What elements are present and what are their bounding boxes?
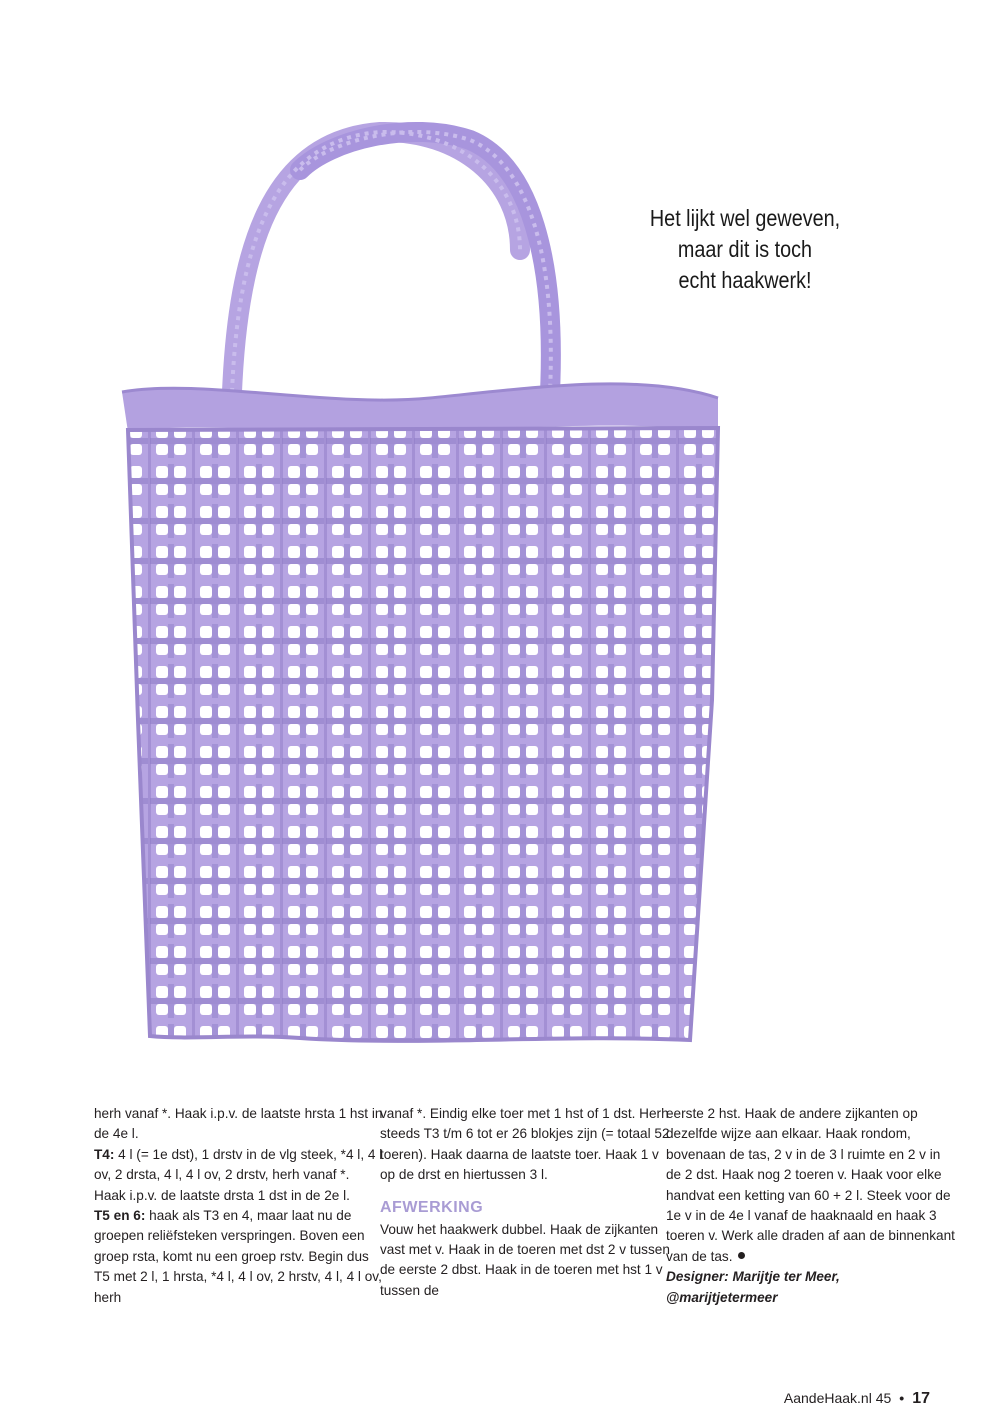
paragraph [94, 1145, 384, 1206]
bag-body [128, 428, 718, 1041]
bag-handle-left [232, 132, 520, 392]
paragraph: Vouw het haakwerk dubbel. Haak de zijkanten vast met v. Haak in de toeren met dst 2 v tussen de eerste 2 dbst. Haak in de toeren met hst 1 v tussen de [380, 1221, 670, 1298]
row-instruction: haak als T3 en 4, maar laat nu de groepen reliëfsteken verspringen. Boven een groep rsta, komt nu een groep rstv. Begin dus T5 met 2 l, 1 hrsta, *4 l, 4 l ov, 2 hrstv, 4 l, 4 l ov, herh [94, 1208, 382, 1305]
page-number: 17 [912, 1390, 930, 1407]
paragraph: vanaf *. Eindig elke toer met 1 hst of 1 dst. Herh steeds T3 t/m 6 tot er 26 blokjes zijn (= totaal 52 toeren). Haak daarna de laatste toer. Haak 1 v op de drst en hiertussen 3 l. [380, 1106, 670, 1183]
paragraph: herh vanaf *. Haak i.p.v. de laatste hrsta 1 hst in de 4e l. [94, 1106, 383, 1142]
footer-separator: • [899, 1390, 905, 1406]
caption-line-2: maar dit is toch [677, 236, 813, 262]
paragraph [666, 1104, 956, 1267]
designer-credit: Designer: Marijtje ter Meer, [666, 1269, 840, 1285]
bag-top-band [122, 384, 718, 433]
row-label: T4: [94, 1146, 115, 1162]
page-footer [784, 1388, 930, 1409]
text-column-3 [666, 1104, 956, 1308]
paragraph [94, 1206, 384, 1308]
magazine-name: AandeHaak.nl 45 [783, 1390, 892, 1406]
designer-handle: @marijtjetermeer [666, 1289, 778, 1305]
row-label: T5 en 6: [94, 1208, 146, 1224]
text-column-2 [380, 1104, 670, 1301]
section-heading: AFWERKING [380, 1198, 484, 1216]
row-instruction: 4 l (= 1e dst), 1 drstv in de vlg steek, *4 l, 4 l ov, 2 drsta, 4 l, 4 l ov, 2 drstv, herh vanaf *. Haak i.p.v. de laatste drsta 1 dst in de 2e l. [94, 1146, 383, 1203]
photo-caption [620, 203, 869, 296]
bag-handle-right [300, 132, 551, 392]
paragraph-text: eerste 2 hst. Haak de andere zijkanten op dezelfde wijze aan elkaar. Haak rondom, bovenaan de tas, 2 v in de 3 l ruimte en 2 v in de 2 dst. Haak nog 2 toeren v. Haak voor elke handvat een ketting van 60 + 2 l. Steek voor de 1e v in de 4e l vanaf de haaknaald en haak 3 toeren v. Werk alle draden af aan de binnenkant van de tas. [666, 1106, 955, 1264]
caption-line-3: echt haakwerk! [678, 267, 812, 293]
caption-line-1: Het lijkt wel geweven, [649, 205, 841, 231]
text-column-1 [94, 1104, 384, 1308]
end-bullet-icon [738, 1252, 745, 1259]
